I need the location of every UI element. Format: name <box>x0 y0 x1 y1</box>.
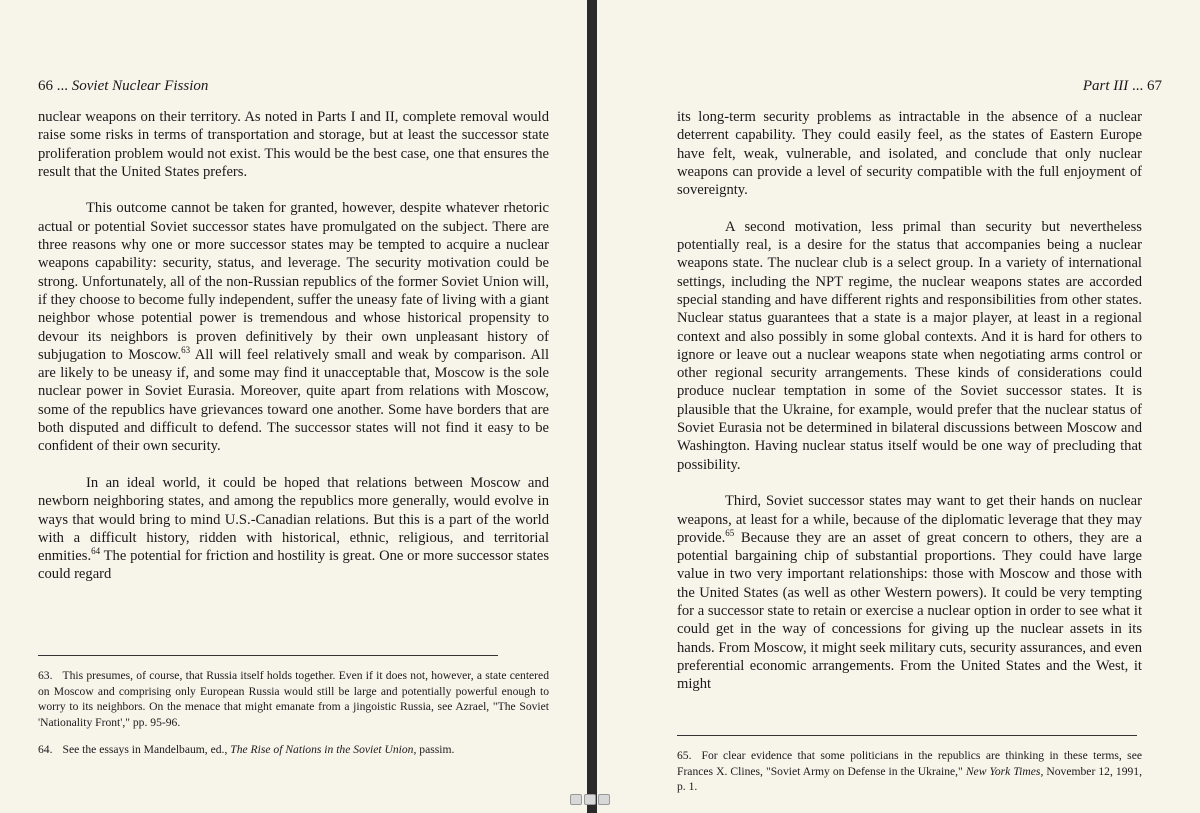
paragraph <box>38 474 549 584</box>
footnote-text: , passim. <box>413 743 455 757</box>
left-body-text <box>38 108 549 584</box>
page-view-controls[interactable] <box>570 794 610 805</box>
footnote-64 <box>38 742 549 758</box>
footnote-number: 65. <box>677 749 692 762</box>
grid-view-button[interactable] <box>598 794 610 805</box>
paragraph-text: This outcome cannot be taken for granted, however, despite whatever rhetoric actual or potential Soviet successor states have promulgated on the subject. There are three reasons why one or more successor states may be tempted to acquire a nuclear weapons capability: security, status, and leverage. The security motivation could be strong. Unfortunately, all of the non-Russian republics of the former Soviet Union will, if they choose to become fully independent, suffer the uneasy fate of living with a giant neighbor whose potential power is tremendous and whose historical propensity to devour its neighbors is proven definitively by their own unpleasant history of subjugation to Moscow. <box>38 200 549 363</box>
paragraph <box>677 492 1142 693</box>
left-page-number: 66 <box>38 78 53 94</box>
paragraph-text: Because they are an asset of great concern to others, they are a potential bargaining chip of substantial proportions. They could have large value in two very important relationships: those with Moscow and those with the United States (as well as other Western powers). It could be very tempting for a successor state to retain or exercise a nuclear option in order to see what it could get in the way of concessions for giving up the nuclear assets in its hands. From Moscow, it might seek military cuts, security assurances, and even preferential economic arrangements. From the United States and the West, it might <box>677 529 1142 693</box>
left-footnotes <box>38 655 549 770</box>
right-running-header <box>1083 78 1162 95</box>
left-running-header <box>38 78 208 95</box>
paragraph: nuclear weapons on their territory. As noted in Parts I and II, complete removal would raise some risks in terms of transportation and storage, but at least the successor state proliferation problem would not exist. This would be the best case, one that ensures the result that the United States prefers. <box>38 109 549 180</box>
paragraph-text: All will feel relatively small and weak by comparison. All are likely to be uneasy if, and some may find it unacceptable that, Moscow is the sole nuclear power in Soviet Eurasia. Moreover, quite apart from relations with Moscow, some of the republics have grievances toward one another. Some have borders that are both disputed and difficult to defend. The successor states will not find it easy to be confident of their own security. <box>38 346 549 455</box>
right-header-title: Part III <box>1082 78 1129 94</box>
single-page-view-button[interactable] <box>570 794 582 805</box>
left-page <box>0 0 587 813</box>
footnote-ref-64: 64 <box>91 546 101 557</box>
paragraph: A second motivation, less primal than security but nevertheless potentially real, is a desire for the status that accompanies being a nuclear weapons state. The nuclear club is a select group. In a variety of international settings, including the NPT regime, the nuclear weapons states are accorded special standing and have different rights and responsibilities from other states. Nuclear status guarantees that a state is a major player, at least in a regional context and also possibly in some global contexts. And it is hard for others to ignore or leave out a nuclear weapons state when negotiating arms control or other regional security arrangements. These kinds of considerations could produce nuclear temptation in some of the Soviet successor states. It is plausible that the Ukraine, for example, would prefer that the nuclear status of Soviet Eurasia not be determined in bilateral discussions between Moscow and Washington. Having nuclear status itself would be one way of precluding that possibility. <box>677 218 1142 473</box>
footnote-rule <box>38 655 498 656</box>
footnote-text: This presumes, of course, that Russia itself holds together. Even if it does not, however, a state centered on Moscow and comprising only European Russia would still be large and potentially powerful enough to worry to its neighbors. On the menace that might emanate from a jingoistic Russia, see Azrael, "The Soviet 'Nationality Front'," pp. 95-96. <box>38 669 549 729</box>
footnote-65 <box>677 748 1142 795</box>
footnote-ref-65: 65 <box>725 527 735 538</box>
right-page-number: 67 <box>1147 78 1162 94</box>
footnote-63 <box>38 668 549 730</box>
footnote-publication-title: New York Times <box>965 764 1041 778</box>
paragraph-text: Third, Soviet successor states may want to get their hands on nuclear weapons, at least for a while, because of the diplomatic leverage that they may provide. <box>677 493 1142 546</box>
paragraph: its long-term security problems as intractable in the absence of a nuclear deterrent capability. They could easily feel, as the states of Eastern Europe have felt, weak, vulnerable, and isolated, and conclude that only nuclear weapons can provide a level of security compatible with the full enjoyment of sovereignty. <box>677 109 1142 199</box>
right-body-text <box>677 108 1142 694</box>
footnote-ref-63: 63 <box>181 345 191 355</box>
footnote-text: For clear evidence that some politicians in the republics are thinking in these terms, see Frances X. Clines, "Soviet Army on Defense in the Ukraine," <box>677 749 1142 778</box>
footnote-text: , November 12, 1991, p. 1. <box>677 764 1142 794</box>
left-header-separator: ... <box>53 78 72 94</box>
two-page-view-button[interactable] <box>584 794 596 805</box>
footnote-rule <box>677 735 1137 736</box>
book-gutter <box>587 0 597 813</box>
paragraph-text: The potential for friction and hostility is great. One or more successor states could regard <box>38 548 549 583</box>
right-header-separator: ... <box>1128 78 1147 94</box>
paragraph-text: In an ideal world, it could be hoped that relations between Moscow and newborn neighboring states, and among the republics more generally, would evolve in ways that would bring to mind U.S.-Canadian relations. But this is a part of the world with a difficult history, ridden with historical, ethnic, religious, and territorial enmities. <box>38 474 549 565</box>
footnote-book-title: The Rise of Nations in the Soviet Union <box>230 743 414 757</box>
paragraph <box>38 199 549 455</box>
footnote-number: 63. <box>38 669 53 682</box>
left-header-title: Soviet Nuclear Fission <box>71 78 209 94</box>
footnote-text: See the essays in Mandelbaum, ed., <box>62 743 231 757</box>
right-footnotes <box>677 735 1142 807</box>
footnote-number: 64. <box>38 743 53 757</box>
right-page <box>597 0 1200 813</box>
